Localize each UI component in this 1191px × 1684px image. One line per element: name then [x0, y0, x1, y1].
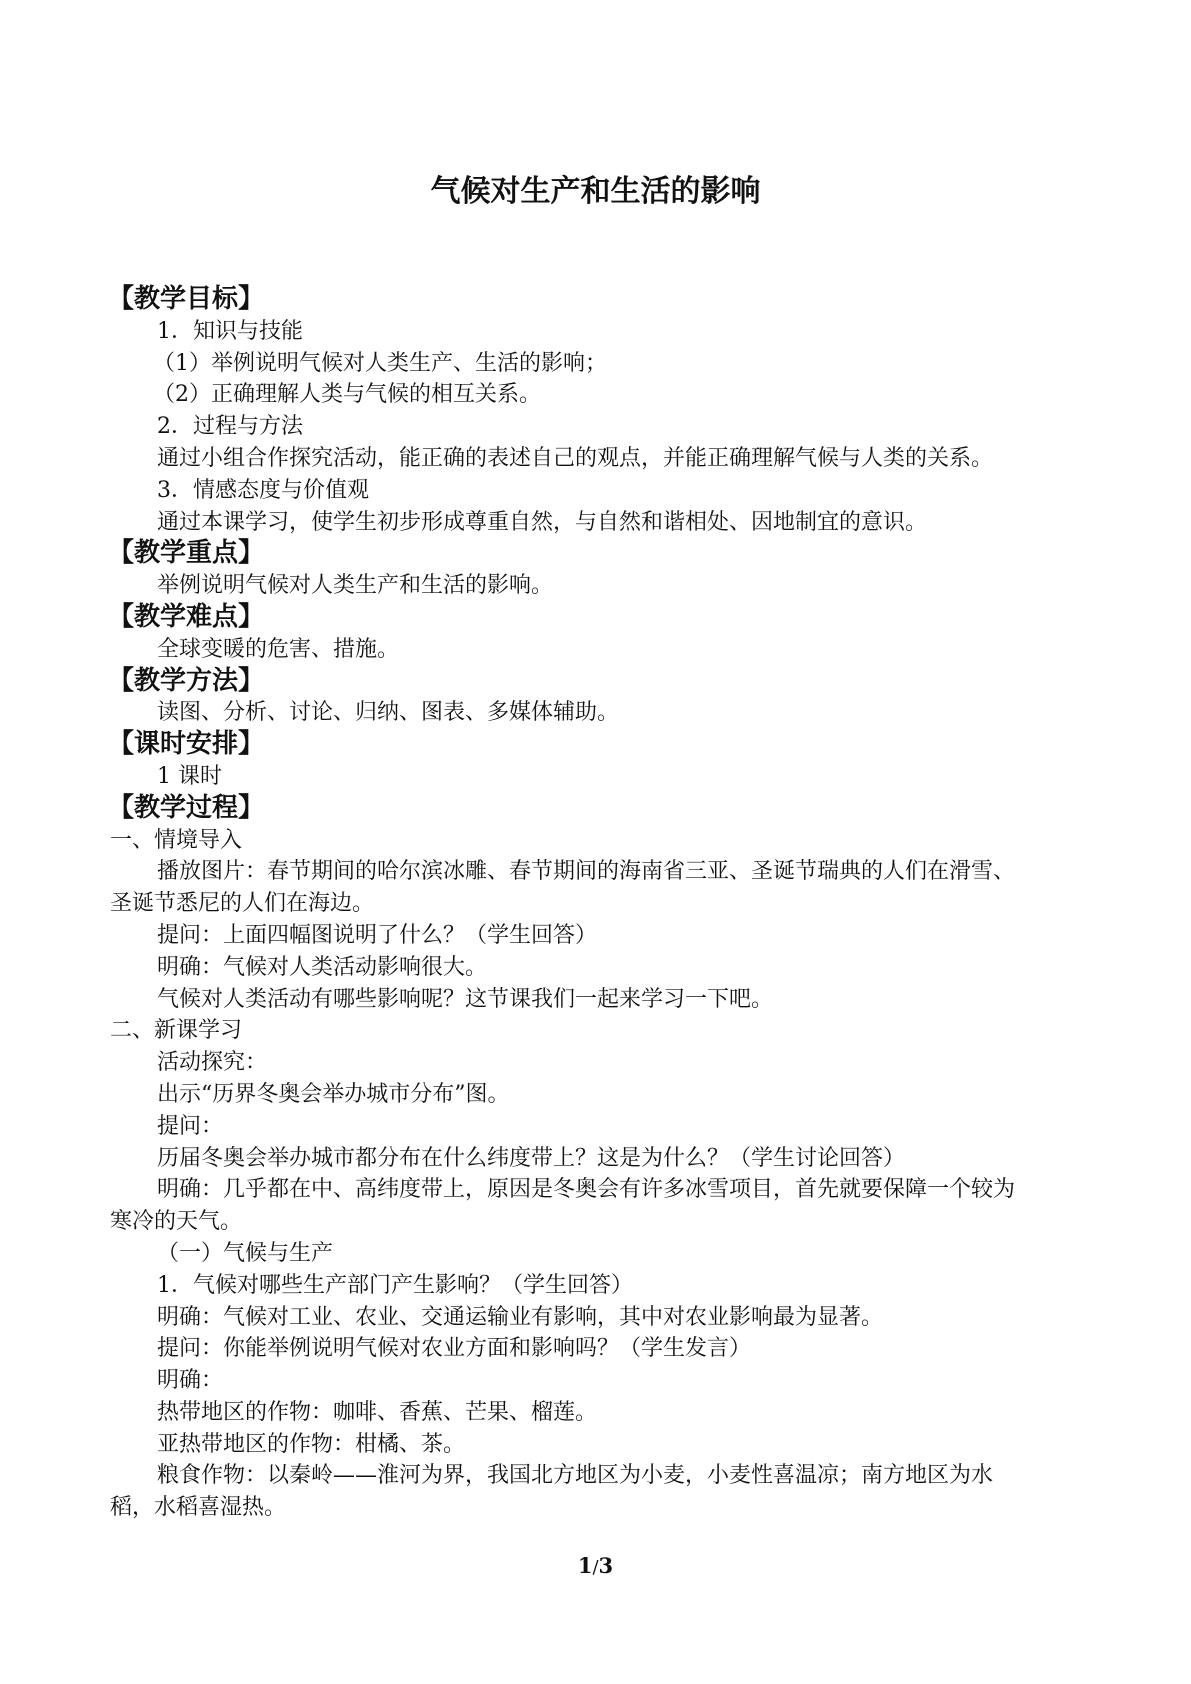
- page-total: 3: [598, 1553, 614, 1578]
- paragraph-line: 全球变暖的危害、措施。: [157, 636, 400, 662]
- paragraph-line: （1）举例说明气候对人类生产、生活的影响；: [153, 350, 607, 376]
- section-heading: 【教学方法】: [108, 665, 265, 696]
- paragraph-line: 活动探究：: [157, 1050, 268, 1076]
- page-title: 气候对生产和生活的影响: [430, 174, 761, 209]
- section-heading: 【教学难点】: [108, 601, 265, 632]
- paragraph-line: 二、新课学习: [110, 1018, 243, 1044]
- paragraph-line: 明确：几乎都在中、高纬度带上，原因是冬奥会有许多冰雪项目，首先就要保障一个较为: [157, 1177, 1016, 1203]
- paragraph-line: 明确：气候对工业、农业、交通运输业有影响，其中对农业影响最为显著。: [157, 1304, 884, 1330]
- paragraph-line: 通过本课学习，使学生初步形成尊重自然，与自然和谐相处、因地制宜的意识。: [157, 509, 928, 535]
- paragraph-line: 读图、分析、讨论、归纳、图表、多媒体辅助。: [157, 700, 620, 726]
- paragraph-line: 1．知识与技能: [157, 318, 303, 344]
- paragraph-line: 明确：气候对人类活动影响很大。: [157, 954, 488, 980]
- paragraph-line: 粮食作物：以秦岭——淮河为界，我国北方地区为小麦，小麦性喜温凉；南方地区为水: [157, 1463, 994, 1489]
- paragraph-line: 2．过程与方法: [157, 414, 303, 440]
- paragraph-line: 提问：上面四幅图说明了什么？（学生回答）: [157, 922, 598, 948]
- paragraph-line: 出示“历界冬奥会举办城市分布”图。: [157, 1081, 510, 1107]
- paragraph-line: 1 课时: [157, 763, 222, 789]
- paragraph-line: 明确：: [157, 1368, 224, 1394]
- paragraph-line: 提问：你能举例说明气候对农业方面和影响吗？（学生发言）: [157, 1336, 752, 1362]
- page-separator: /: [592, 1557, 599, 1578]
- section-heading: 【教学重点】: [108, 538, 265, 569]
- paragraph-line: 通过小组合作探究活动，能正确的表述自己的观点，并能正确理解气候与人类的关系。: [157, 445, 994, 471]
- section-heading: 【教学目标】: [108, 284, 265, 314]
- paragraph-line: （2）正确理解人类与气候的相互关系。: [153, 382, 541, 408]
- section-heading: 【教学过程】: [108, 792, 265, 823]
- section-heading: 【课时安排】: [108, 729, 265, 760]
- document-body: [110, 284, 1090, 1524]
- paragraph-line: 举例说明气候对人类生产和生活的影响。: [157, 573, 554, 599]
- page-current: 1: [577, 1553, 593, 1578]
- paragraph-line: 一、情境导入: [110, 827, 243, 853]
- paragraph-line: 圣诞节悉尼的人们在海边。: [110, 891, 375, 917]
- paragraph-line: 寒冷的天气。: [110, 1209, 243, 1235]
- paragraph-line: 提问：: [157, 1113, 224, 1139]
- paragraph-line: 3．情感态度与价值观: [157, 477, 369, 503]
- paragraph-line: 亚热带地区的作物：柑橘、茶。: [157, 1431, 466, 1457]
- paragraph-line: 播放图片：春节期间的哈尔滨冰雕、春节期间的海南省三亚、圣诞节瑞典的人们在滑雪、: [157, 859, 1016, 885]
- paragraph-line: （一）气候与生产: [157, 1240, 334, 1266]
- paragraph-line: 稻，水稻喜湿热。: [110, 1495, 287, 1521]
- paragraph-line: 气候对人类活动有哪些影响呢？这节课我们一起来学习一下吧。: [157, 986, 774, 1012]
- page-number: [0, 1553, 1191, 1578]
- paragraph-line: 热带地区的作物：咖啡、香蕉、芒果、榴莲。: [157, 1399, 598, 1425]
- paragraph-line: 1．气候对哪些生产部门产生影响？（学生回答）: [157, 1272, 633, 1298]
- paragraph-line: 历届冬奥会举办城市都分布在什么纬度带上？这是为什么？（学生讨论回答）: [157, 1145, 906, 1171]
